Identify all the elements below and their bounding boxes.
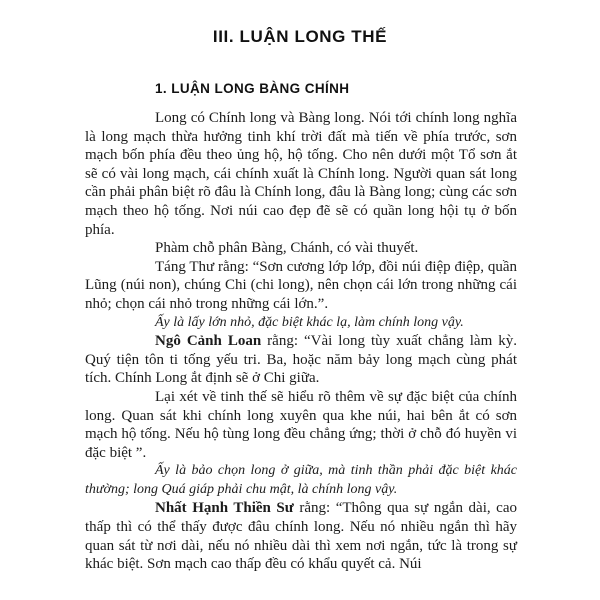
body-paragraph: Nhất Hạnh Thiền Sư rằng: “Thông qua sự ngắn dài, cao thấp thì có thể thấy được đâu chính long. Nếu nó nhiều ngắn thì hãy quan sát từ nơi dài, nếu nó nhiều dài thì xem nơi ngắn, tức là trong sự khác biệt. Sơn mạch cao thấp đều có khẩu quyết cả. Núi — [85, 500, 517, 573]
body-paragraph: Phàm chỗ phân Bàng, Chánh, có vài thuyết. — [155, 240, 419, 257]
page-body — [85, 109, 517, 574]
body-paragraph: Lại xét về tinh thế sẽ hiểu rõ thêm về sự đặc biệt của chính long. Quan sát khi chính long xuyên qua khe núi, hai bên ắt có sơn mạch hộ tống. Nếu hộ tùng long đều chẳng ứng; thời ở chỗ đó huyền vi đặc biệt ”. — [85, 388, 517, 461]
section-heading: 1. LUẬN LONG BÀNG CHÍNH — [155, 81, 350, 96]
body-paragraph: Ngô Cảnh Loan rằng: “Vài long tùy xuất chẳng làm kỳ. Quý tiện tôn ti tống yếu tri. Ba, hoặc năm bảy long mạch cùng phát tích. Chính Long ắt định sẽ ở Chi giữa. — [85, 333, 517, 387]
paragraph-lead: Ngô Cảnh Loan — [155, 333, 262, 350]
page-title: III. LUẬN LONG THẾ — [212, 27, 388, 46]
body-paragraph: Long có Chính long và Bàng long. Nói tới chính long nghĩa là long mạch thừa hưởng tinh khí trời đất mà tiến về phía trước, sơn mạch bốn phía đều theo ủng hộ, hộ tống. Cho nên dưới một Tổ sơn ắt sẽ có vài long mạch, cái chính xuất là Chính long. Người quan sát long cần phải phân biệt rõ đâu là Chính long, đâu là Bàng long; cùng các sơn mạch theo hộ tống. Nơi núi cao đẹp đẽ sẽ có quần long hội tụ ở bốn phía. — [85, 110, 517, 238]
body-paragraph: Ấy là bảo chọn long ở giữa, mà tinh thần phải đặc biệt khác thường; long Quá giáp phải chu mật, là chính long vậy. — [85, 463, 517, 497]
body-paragraph: Táng Thư rằng: “Sơn cương lớp lớp, đồi núi điệp điệp, quần Lũng (núi non), chúng Chi (chi long), nên chọn cái lớn trong những cái nhỏ; chọn cái nhỏ trong những cái lớn.”. — [85, 258, 517, 312]
paragraph-lead: Nhất Hạnh Thiền Sư — [155, 500, 294, 517]
body-paragraph: Ấy là lấy lớn nhỏ, đặc biệt khác lạ, làm chính long vậy. — [155, 314, 464, 330]
